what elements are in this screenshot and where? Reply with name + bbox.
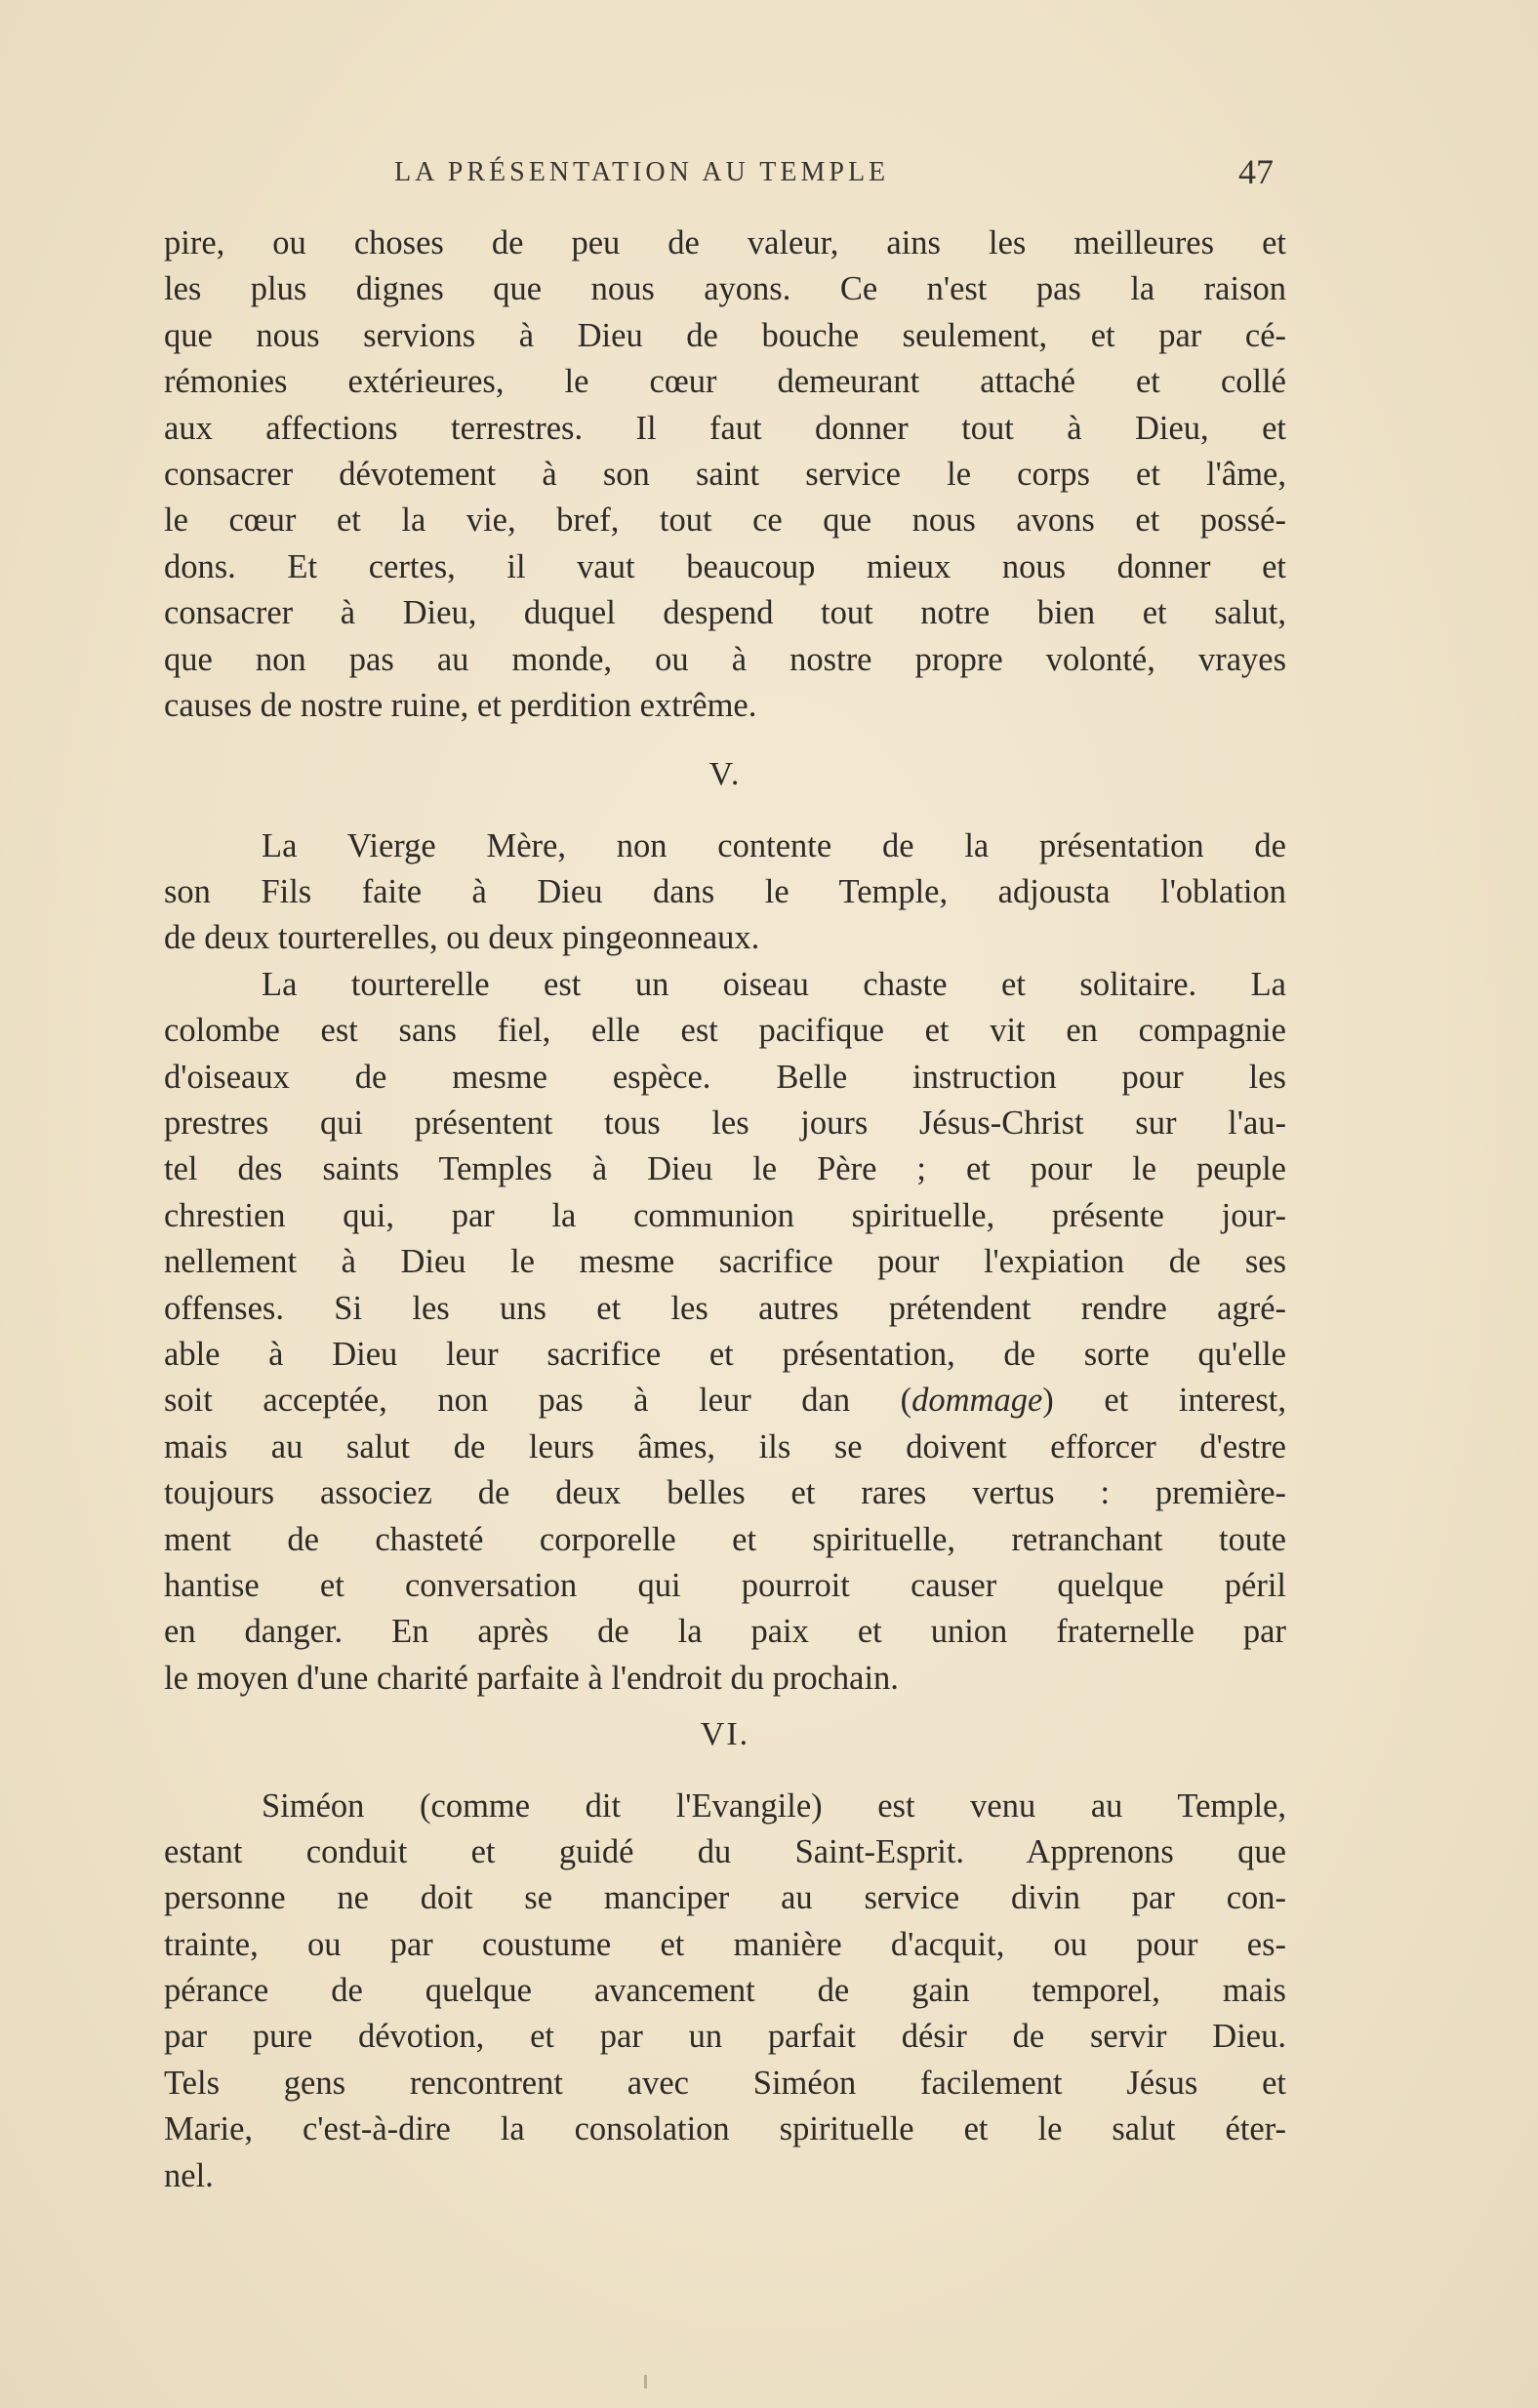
text-line: mais au salut de leurs âmes, ils se doivent efforcer d'estre (164, 1427, 1286, 1465)
page-header (166, 151, 1274, 198)
text-line: en danger. En après de la paix et union fraternelle par (164, 1613, 1286, 1651)
text-line: consacrer à Dieu, duquel despend tout notre bien et salut, (164, 594, 1286, 632)
text-line: toujours associez de deux belles et rares vertus : première- (164, 1474, 1286, 1512)
text-line: La tourterelle est un oiseau chaste et solitaire. La (262, 965, 1286, 1003)
text-line: que nous servions à Dieu de bouche seulement, et par cé- (164, 316, 1286, 354)
paragraph-1 (164, 221, 1286, 729)
text-line: nel. (164, 2156, 214, 2194)
running-title: LA PRÉSENTATION AU TEMPLE (394, 157, 890, 187)
text-line: estant conduit et guidé du Saint-Esprit. Apprenons que (164, 1832, 1286, 1870)
italic-gloss: dommage (911, 1382, 1043, 1420)
page-number: 47 (1238, 152, 1274, 191)
text-line: Siméon (comme dit l'Evangile) est venu au Temple, (262, 1786, 1286, 1825)
text-line: prestres qui présentent tous les jours Jésus-Christ sur l'au- (164, 1104, 1286, 1143)
text-line: rémonies extérieures, le cœur demeurant attaché et collé (164, 363, 1286, 401)
text-line: soit acceptée, non pas à leur dan (dommage) et interest, (164, 1382, 1286, 1420)
text-line: le moyen d'une charité parfaite à l'endroit du prochain. (164, 1659, 899, 1697)
body-text (164, 221, 1286, 2199)
text-line: trainte, ou par coustume et manière d'acquit, ou pour es- (164, 1925, 1286, 1963)
text-line: tel des saints Temples à Dieu le Père ; et pour le peuple (164, 1150, 1286, 1188)
text-line: son Fils faite à Dieu dans le Temple, adjousta l'oblation (164, 873, 1286, 911)
text-line: ment de chasteté corporelle et spirituelle, retranchant toute (164, 1520, 1286, 1558)
text-line: dons. Et certes, il vaut beaucoup mieux nous donner et (164, 547, 1286, 585)
text-line: les plus dignes que nous ayons. Ce n'est pas la raison (164, 270, 1286, 308)
text-line: offenses. Si les uns et les autres prétendent rendre agré- (164, 1289, 1286, 1327)
text-line: chrestien qui, par la communion spirituelle, présente jour- (164, 1196, 1286, 1234)
text-line: par pure dévotion, et par un parfait désir de servir Dieu. (164, 2018, 1286, 2056)
text-line: colombe est sans fiel, elle est pacifique et vit en compagnie (164, 1012, 1286, 1050)
paragraph-2 (164, 823, 1286, 962)
text-line: Marie, c'est-à-dire la consolation spirituelle et le salut éter- (164, 2110, 1286, 2148)
paragraph-3 (164, 962, 1286, 1702)
text-line: pire, ou choses de peu de valeur, ains les meilleures et (164, 224, 1286, 261)
text-line: La Vierge Mère, non contente de la présentation de (262, 826, 1286, 864)
text-line: aux affections terrestres. Il faut donner tout à Dieu, et (164, 409, 1286, 447)
text-line: de deux tourterelles, ou deux pingeonneaux. (164, 919, 760, 957)
text-line: nellement à Dieu le mesme sacrifice pour l'expiation de ses (164, 1243, 1286, 1281)
text-line: consacrer dévotement à son saint service le corps et l'âme, (164, 455, 1286, 493)
text-line: hantise et conversation qui pourroit causer quelque péril (164, 1566, 1286, 1604)
text-line: que non pas au monde, ou à nostre propre volonté, vrayes (164, 640, 1286, 678)
paragraph-4 (164, 1784, 1286, 2200)
section-heading-v: V. (708, 756, 742, 793)
text-line: le cœur et la vie, bref, tout ce que nous avons et possé- (164, 502, 1286, 540)
text-line: d'oiseaux de mesme espèce. Belle instruction pour les (164, 1058, 1286, 1096)
page-speck (644, 2375, 647, 2388)
text-line: causes de nostre ruine, et perdition extrême. (164, 686, 757, 724)
text-line: pérance de quelque avancement de gain temporel, mais (164, 1972, 1286, 2010)
section-heading-vi: VI. (700, 1716, 750, 1753)
text-line: Tels gens rencontrent avec Siméon facilement Jésus et (164, 2064, 1286, 2102)
text-line: able à Dieu leur sacrifice et présentation, de sorte qu'elle (164, 1335, 1286, 1373)
text-line: personne ne doit se manciper au service divin par con- (164, 1879, 1286, 1917)
